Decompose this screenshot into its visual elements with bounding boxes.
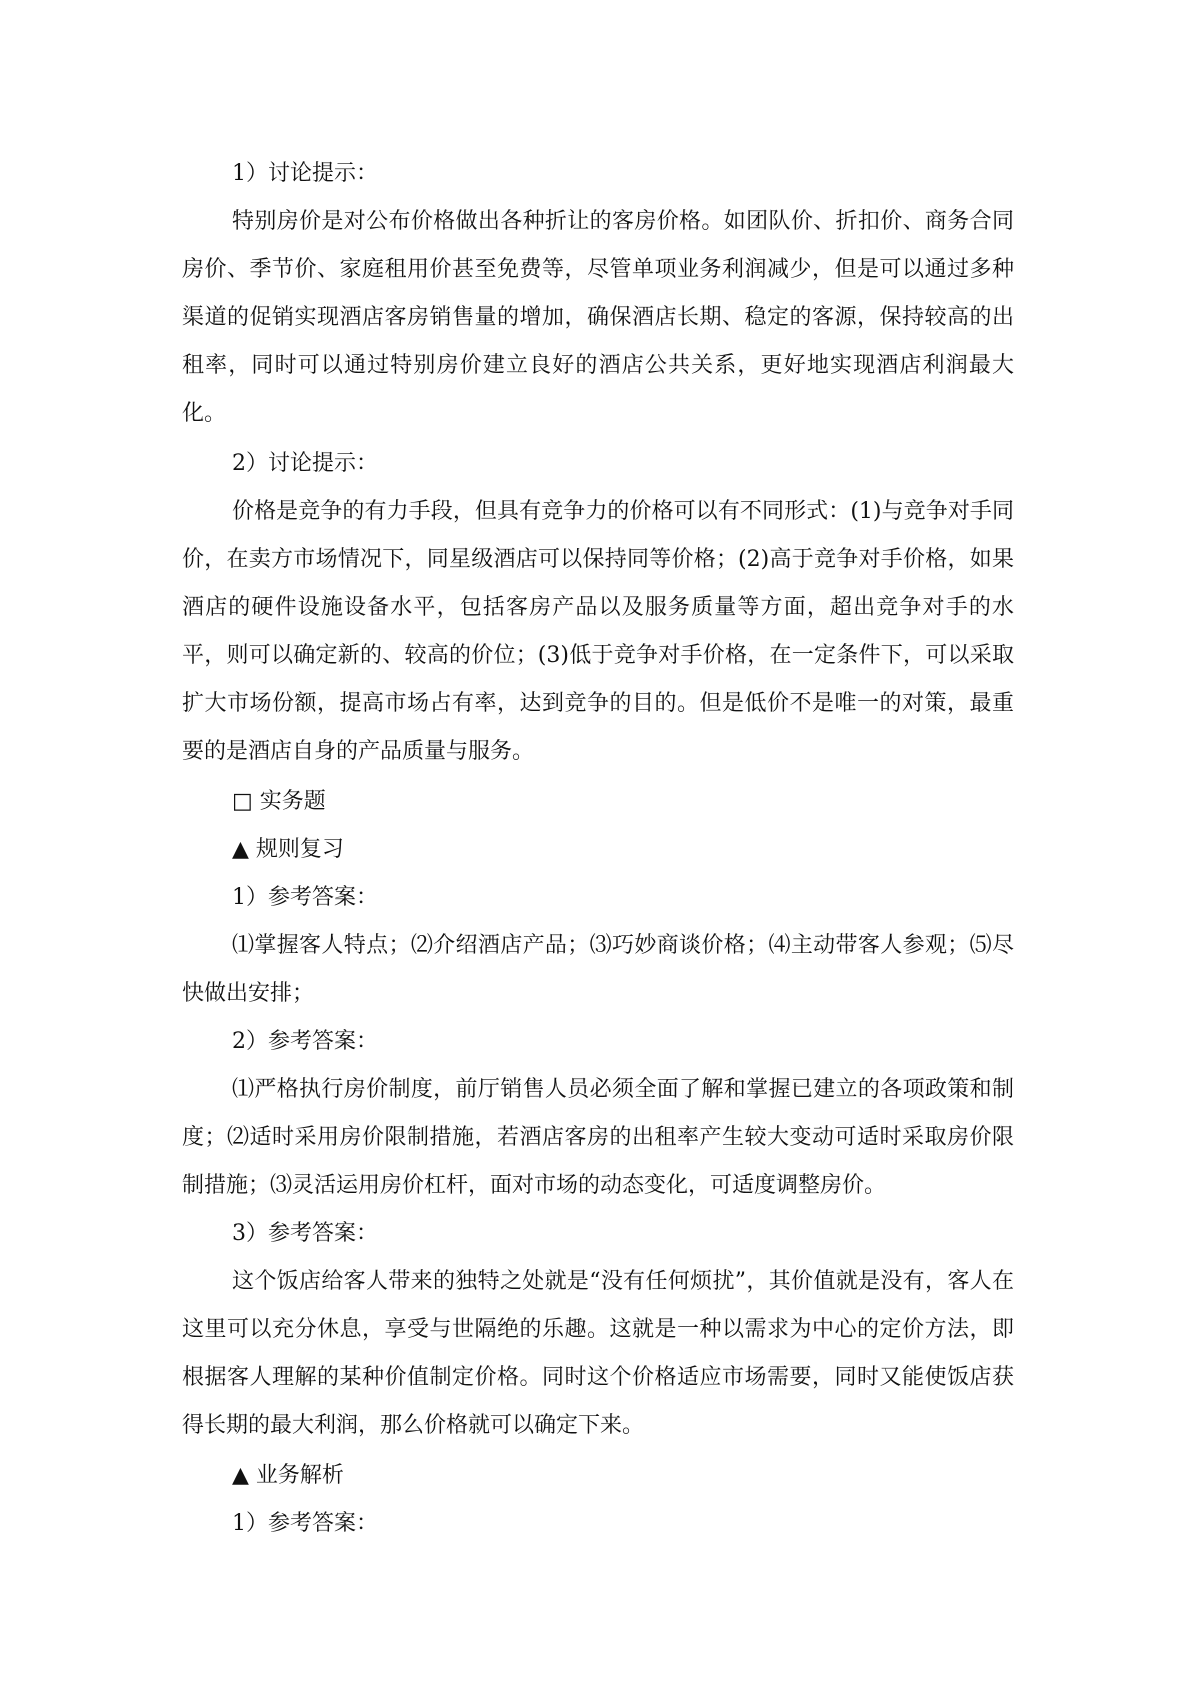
answer-1-text: ⑴掌握客人特点；⑵介绍酒店产品；⑶巧妙商谈价格；⑷主动带客人参观；⑸尽快做出安排； [182,933,1014,1006]
answer-1-heading: 1）参考答案： [232,885,378,910]
practice-section-heading: □ 实务题 [232,789,326,814]
answer-2-heading: 2）参考答案： [232,1029,378,1054]
rules-review-heading: ▲ 规则复习 [232,837,344,862]
discussion-hint-1-text: 特别房价是对公布价格做出各种折让的客房价格。如团队价、折扣价、商务合同房价、季节价、家庭租用价甚至免费等，尽管单项业务利润减少，但是可以通过多种渠道的促销实现酒店客房销售量的增加，确保酒店长期、稳定的客源，保持较高的出租率，同时可以通过特别房价建立良好的酒店公共关系，更好地实现酒店利润最大化。 [182,209,1014,426]
answer-3-text: 这个饭店给客人带来的独特之处就是“没有任何烦扰”，其价值就是没有，客人在这里可以充分休息，享受与世隔绝的乐趣。这就是一种以需求为中心的定价方法，即根据客人理解的某种价值制定价格。同时这个价格适应市场需要，同时又能使饭店获得长期的最大利润，那么价格就可以确定下来。 [182,1269,1014,1438]
discussion-hint-1-heading: 1）讨论提示： [232,161,378,186]
business-analysis-heading: ▲ 业务解析 [232,1463,344,1488]
discussion-hint-2-text: 价格是竞争的有力手段，但具有竞争力的价格可以有不同形式：(1)与竞争对手同价，在卖方市场情况下，同星级酒店可以保持同等价格；(2)高于竞争对手价格，如果酒店的硬件设施设备水平，包括客房产品以及服务质量等方面，超出竞争对手的水平，则可以确定新的、较高的价位；(3)低于竞争对手价格，在一定条件下，可以采取扩大市场份额，提高市场占有率，达到竞争的目的。但是低价不是唯一的对策，最重要的是酒店自身的产品质量与服务。 [182,499,1014,764]
answer-3-heading: 3）参考答案： [232,1221,378,1246]
answer-2-text: ⑴严格执行房价制度，前厅销售人员必须全面了解和掌握已建立的各项政策和制度；⑵适时采用房价限制措施，若酒店客房的出租率产生较大变动可适时采取房价限制措施；⑶灵活运用房价杠杆，面对市场的动态变化，可适度调整房价。 [182,1077,1014,1198]
document-body [182,150,1014,1548]
business-answer-1-heading: 1）参考答案： [232,1511,378,1536]
discussion-hint-2-heading: 2）讨论提示： [232,451,378,476]
